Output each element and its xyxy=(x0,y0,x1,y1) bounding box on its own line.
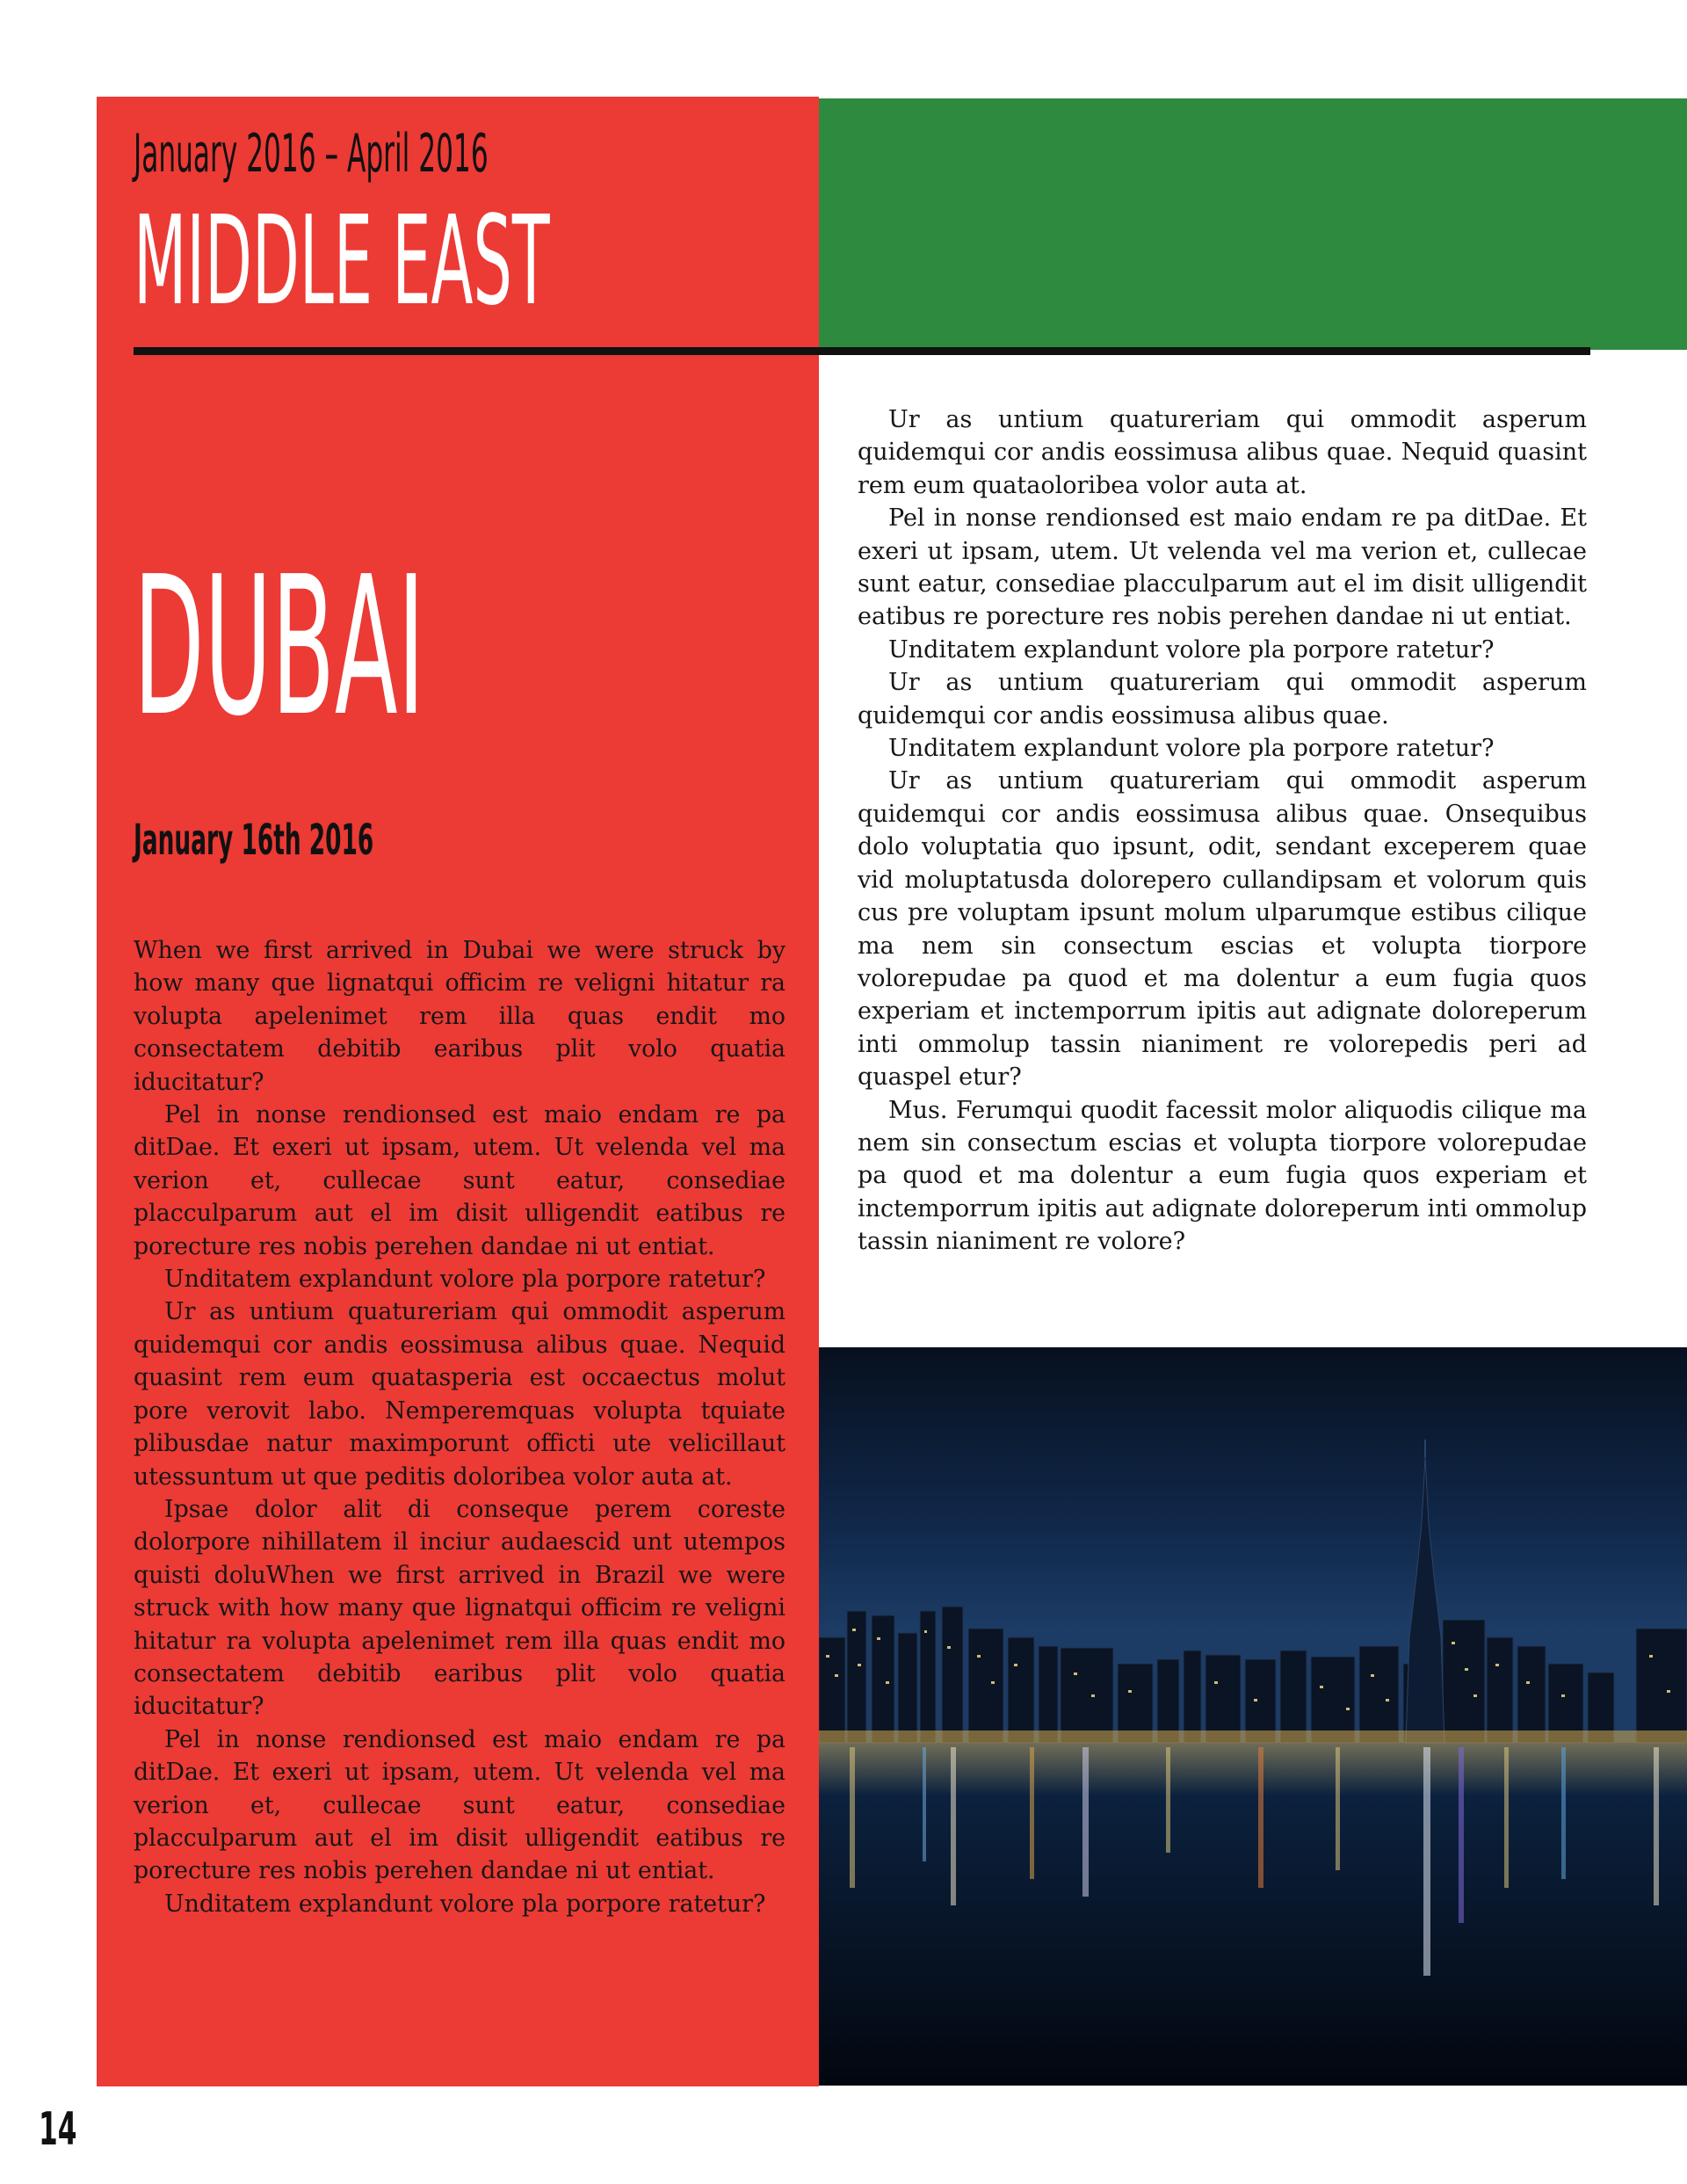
paragraph: Pel in nonse rendionsed est maio endam re pa ditDae. Et exeri ut ipsam, utem. Ut velenda vel ma verion et, cullecae sunt eatur, consediae placculparum aut el im disit ulligendit eatibus re porecture res nobis perehen dandae ni ut entiat. xyxy=(858,504,1587,631)
right-column xyxy=(858,403,1587,1259)
page-number: 14 xyxy=(39,2103,77,2156)
dubai-skyline-photo xyxy=(819,1347,1687,2086)
region-title: MIDDLE EAST xyxy=(134,190,550,333)
paragraph: Mus. Ferumqui quodit facessit molor aliquodis cilique ma nem sin consectum escias et volupta tiorpore volorepudae pa quod et ma dolentur a eum fugia quos experiam et inctemporrum ipitis aut adignate doloreperum inti ommolup tassin nianiment re volore? xyxy=(858,1096,1587,1256)
paragraph: Ur as untium quatureriam qui ommodit asperum quidemqui cor andis eossimusa alibus quae. Onsequibus dolo voluptatia quo ipsunt, odit, sendant exceperem quae vid moluptatusda dolorepero cullandipsam et volorum quis cus pre voluptam ipsunt molum ulparumque estibus cilique ma nem sin consectum escias et volupta tiorpore volorepudae pa quod et ma dolentur a eum fugia quos experiam et inctemporrum ipitis aut adignate doloreperum inti ommolup tassin nianiment re volorepedis peri ad quaspel etur? xyxy=(858,767,1587,1092)
paragraph: Ur as untium quatureriam qui ommodit asperum quidemqui cor andis eossimusa alibus quae. xyxy=(858,669,1587,729)
paragraph: Unditatem explandunt volore pla porpore ratetur? xyxy=(888,735,1495,763)
paragraph: Pel in nonse rendionsed est maio endam re pa ditDae. Et exeri ut ipsam, utem. Ut velenda vel ma verion et, cullecae sunt eatur, consediae placculparum aut el im disit ulligendit eatibus re porecture res nobis perehen dandae ni ut entiat. xyxy=(134,1101,786,1260)
date-range: January 2016 – April 2016 xyxy=(134,123,489,185)
paragraph: Unditatem explandunt volore pla porpore ratetur? xyxy=(888,635,1495,664)
header-rule xyxy=(134,347,1590,355)
paragraph: Unditatem explandunt volore pla porpore ratetur? xyxy=(164,1266,766,1294)
paragraph: Pel in nonse rendionsed est maio endam re pa ditDae. Et exeri ut ipsam, utem. Ut velenda vel ma verion et, cullecae sunt eatur, consediae placculparum aut el im disit ulligendit eatibus re porecture res nobis perehen dandae ni ut entiat. xyxy=(134,1725,786,1885)
paragraph: Unditatem explandunt volore pla porpore ratetur? xyxy=(164,1890,766,1918)
paragraph: When we first arrived in Dubai we were struck by how many que lignatqui officim re veligni hitatur ra volupta apelenimet rem illa quas endit mo consectatem debitib earibus plit volo quatia iducitatur? xyxy=(134,937,786,1096)
city-title: DUBAI xyxy=(134,536,425,758)
left-column xyxy=(134,934,786,1920)
paragraph: Ur as untium quatureriam qui ommodit asperum quidemqui cor andis eossimusa alibus quae. Nequid quasint rem eum quataoloribea volor auta at. xyxy=(858,406,1587,499)
green-block xyxy=(819,98,1687,350)
paragraph: Ur as untium quatureriam qui ommodit asperum quidemqui cor andis eossimusa alibus quae. Nequid quasint rem eum quatasperia est occaectus molut pore verovit labo. Nemperemquas volupta tquiate plibusdae natur maximporunt officti ute velicillaut utessuntum ut que peditis doloribea volor auta at. xyxy=(134,1298,786,1491)
entry-date: January 16th 2016 xyxy=(134,816,374,865)
paragraph: Ipsae dolor alit di conseque perem coreste dolorpore nihillatem il inciur audaescid unt utempos quisti doluWhen we first arrived in Brazil we were struck with how many que lignatqui officim re veligni hitatur ra volupta apelenimet rem illa quas endit mo consectatem debitib earibus plit volo quatia iducitatur? xyxy=(134,1495,786,1721)
